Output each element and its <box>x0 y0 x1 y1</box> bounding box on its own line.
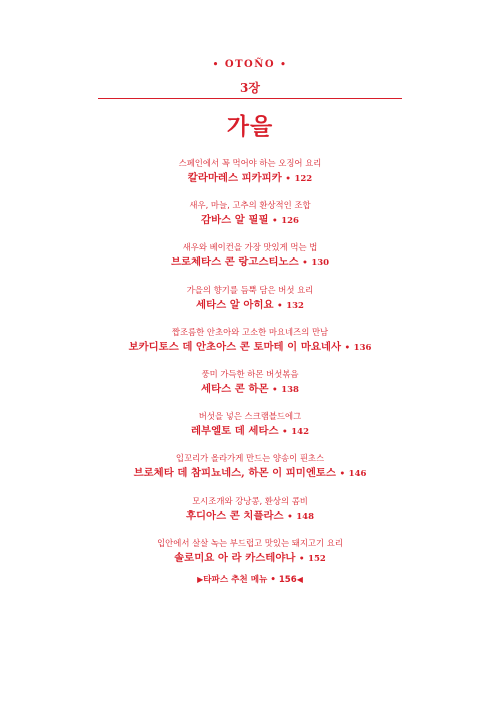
recipe-page: 142 <box>291 427 309 438</box>
page-separator: • <box>285 174 291 184</box>
recipe-name: 브로체타 데 참피뇨네스, 하몬 이 피미엔토스 <box>133 467 336 480</box>
season-text: OTOÑO <box>224 59 276 70</box>
recipe-description: 짭조름한 안초아와 고소한 마요네즈의 만남 <box>171 326 329 337</box>
recipe-description: 버섯을 넣은 스크램블드에그 <box>198 411 302 422</box>
page-separator: • <box>272 384 278 395</box>
season-dot-right: • <box>280 60 288 70</box>
recipe-entry <box>0 242 500 284</box>
recipe-name: 칼라마레스 피카피카 <box>187 172 282 184</box>
page-separator: • <box>287 511 293 522</box>
recipe-page: 132 <box>286 300 304 311</box>
recipe-name-line <box>0 383 500 397</box>
page-separator: • <box>282 427 288 438</box>
recipe-name: 보카디토스 데 안초아스 콘 토마테 이 마요네사 <box>128 340 341 353</box>
recipe-name-line <box>0 256 500 270</box>
recipe-entry <box>0 200 500 242</box>
recipe-page: 136 <box>353 342 372 353</box>
recipe-name-line <box>0 425 500 439</box>
recommended-menu-page: 156 <box>278 575 297 585</box>
recipe-entry <box>0 411 500 453</box>
recipe-page: 126 <box>281 216 299 227</box>
recipe-name-line <box>0 172 500 186</box>
recipe-page: 138 <box>281 384 299 395</box>
recipe-page: 130 <box>311 258 330 269</box>
page-separator: • <box>277 300 283 311</box>
recommended-menu-line <box>0 573 500 585</box>
recipe-page: 152 <box>308 553 326 564</box>
recommended-menu-label: 타파스 추천 메뉴 <box>203 575 268 585</box>
recipe-page: 146 <box>348 469 367 480</box>
recipe-entry <box>0 369 500 411</box>
recipe-name: 감바스 알 필필 <box>201 214 269 227</box>
recipe-name: 세타스 알 아히요 <box>196 298 274 311</box>
recipe-description: 입꼬리가 올라가게 만드는 양송이 핀초스 <box>175 453 325 464</box>
recipe-name-line <box>0 467 500 481</box>
divider-line <box>98 98 402 99</box>
chapter-title: 가을 <box>226 113 274 140</box>
recipe-description: 모시조개와 강낭콩, 환상의 콤비 <box>192 495 308 506</box>
recipe-description: 가을의 향기를 듬뿍 담은 버섯 요리 <box>186 284 314 295</box>
recipe-description: 입안에서 살살 녹는 부드럽고 맛있는 돼지고기 요리 <box>157 537 343 548</box>
page-separator: • <box>270 575 276 585</box>
recipe-name: 레부엘토 데 세타스 <box>191 425 279 438</box>
recipe-list <box>0 158 500 580</box>
recipe-name: 세타스 콘 하몬 <box>201 382 269 395</box>
recipe-page: 148 <box>296 511 314 522</box>
recipe-name-line <box>0 214 500 228</box>
recipe-description: 풍미 가득한 하몬 버섯볶음 <box>201 368 299 379</box>
recipe-description: 새우, 마늘, 고추의 환상적인 조합 <box>189 200 311 211</box>
page-separator: • <box>299 553 305 564</box>
recipe-entry <box>0 285 500 327</box>
page-separator: • <box>272 216 278 227</box>
chapter-number: 3장 <box>240 81 260 95</box>
recipe-name-line <box>0 552 500 566</box>
recipe-page: 122 <box>294 174 313 184</box>
recipe-name-line <box>0 510 500 524</box>
recipe-description: 스페인에서 꼭 먹어야 하는 오징어 요리 <box>178 158 322 168</box>
season-dot-left: • <box>212 60 220 70</box>
recipe-name-line <box>0 299 500 313</box>
recipe-description: 새우와 베이컨을 가장 맛있게 먹는 법 <box>182 242 318 253</box>
recipe-entry <box>0 453 500 495</box>
recipe-entry <box>0 158 500 200</box>
recipe-name: 후디아스 콘 치플라스 <box>185 509 284 522</box>
recipe-name: 브로체타스 콘 랑고스티노스 <box>170 256 299 269</box>
page-separator: • <box>339 469 346 480</box>
page-separator: • <box>302 258 308 269</box>
page-separator: • <box>344 342 351 353</box>
season-label <box>0 59 500 70</box>
recipe-name: 솔로미요 아 라 카스테야나 <box>174 551 296 564</box>
recipe-name-line <box>0 341 500 355</box>
triangle-right-icon: ▶ <box>197 575 204 584</box>
recipe-entry <box>0 327 500 369</box>
recipe-entry <box>0 496 500 538</box>
triangle-left-icon: ◀ <box>296 575 303 584</box>
